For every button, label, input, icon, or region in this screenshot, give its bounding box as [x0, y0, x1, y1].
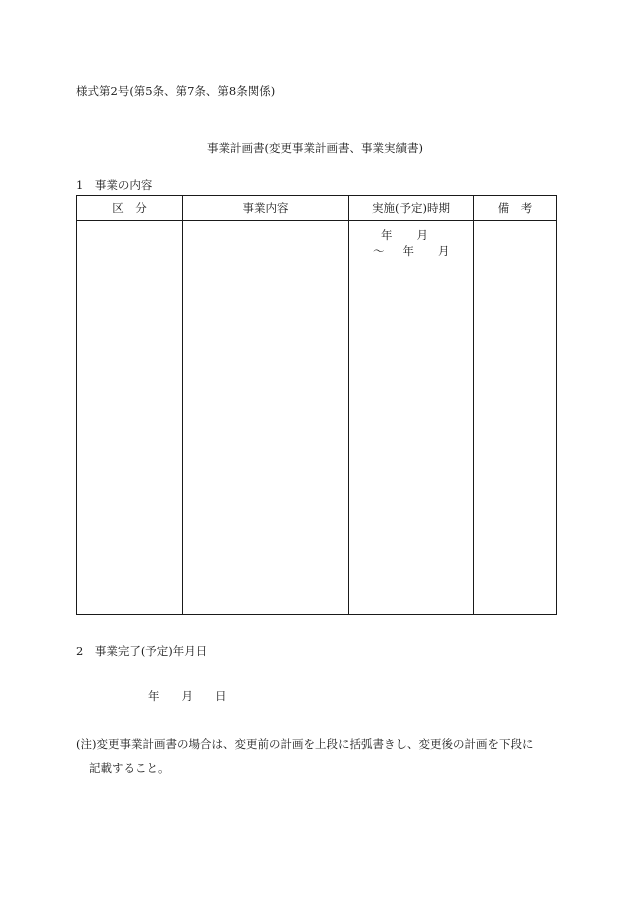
section2-heading: 2 事業完了(予定)年月日	[76, 644, 208, 658]
section1-heading: 1 事業の内容	[76, 178, 153, 192]
note-line1: (注)変更事業計画書の場合は、変更前の計画を上段に括弧書きし、変更後の計画を下段に	[76, 737, 534, 751]
remarks-cell[interactable]	[474, 221, 557, 615]
content-cell[interactable]	[183, 221, 349, 615]
period-end-month: 月	[438, 244, 450, 258]
completion-year: 年	[148, 689, 160, 703]
header-content: 事業内容	[183, 196, 349, 221]
period-start-year: 年	[381, 228, 393, 242]
header-remarks: 備 考	[474, 196, 557, 221]
completion-month: 月	[181, 689, 193, 703]
completion-date	[148, 691, 227, 703]
document-title: 事業計画書(変更事業計画書、事業実績書)	[207, 141, 423, 155]
period-end	[349, 243, 473, 259]
table-row	[77, 221, 557, 615]
header-period: 実施(予定)時期	[349, 196, 474, 221]
form-number: 様式第2号(第5条、第7条、第8条関係)	[76, 84, 276, 98]
period-tilde: ～	[373, 244, 385, 258]
period-end-year: 年	[402, 244, 414, 258]
business-content-table	[76, 195, 557, 615]
completion-day: 日	[215, 689, 227, 703]
period-start	[349, 227, 473, 243]
category-cell[interactable]	[77, 221, 183, 615]
table-header-row	[77, 196, 557, 221]
note-line2: 記載すること。	[89, 761, 170, 775]
period-cell[interactable]	[349, 221, 474, 615]
header-category: 区 分	[77, 196, 183, 221]
period-start-month: 月	[416, 228, 428, 242]
